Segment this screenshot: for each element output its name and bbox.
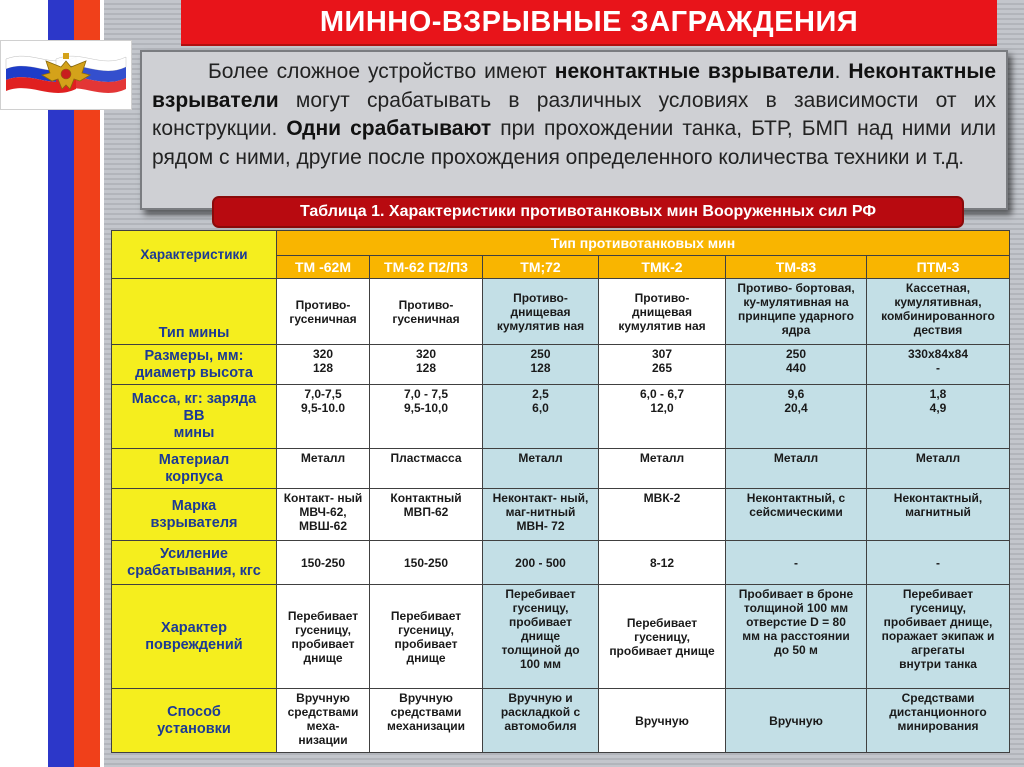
table-corner-header: Характеристики <box>112 231 277 279</box>
table-cell: 330х84х84 - <box>867 345 1010 385</box>
table-cell: Перебивает гусеницу, пробивает днище, поражает экипаж и агрегаты внутри танка <box>867 585 1010 689</box>
table-row <box>112 385 1010 449</box>
intro-textbox <box>140 50 1008 210</box>
table-cell: Металл <box>867 449 1010 489</box>
table-cell: Контакт- ный МВЧ-62, МВШ-62 <box>277 489 370 541</box>
table-cell: Металл <box>726 449 867 489</box>
row-header: Материал корпуса <box>112 449 277 489</box>
table-cell: Перебивает гусеницу, пробивает днище толщиной до 100 мм <box>483 585 599 689</box>
table-cell: Вручную и раскладкой с автомобиля <box>483 689 599 753</box>
table-cell: Кассетная, кумулятивная, комбинированного дествия <box>867 279 1010 345</box>
table-cell: 307 265 <box>599 345 726 385</box>
table-cell: 8-12 <box>599 541 726 585</box>
column-header: ТМ -62М <box>277 256 370 279</box>
intro-text-3: могут срабатывать в различных условиях в зависимости от их конструкции. <box>152 88 996 140</box>
row-header: Усиление срабатывания, кгс <box>112 541 277 585</box>
intro-bold-3: Одни срабатывают <box>286 117 492 140</box>
table-cell: Вручную <box>726 689 867 753</box>
intro-bold-2: Неконтактные взрыватели <box>152 60 997 112</box>
table-row <box>112 279 1010 345</box>
table-cell: Металл <box>483 449 599 489</box>
table-cell: Металл <box>599 449 726 489</box>
table-cell: Противо- гусеничная <box>277 279 370 345</box>
table-cell: Неконтакт- ный, маг-нитный МВН- 72 <box>483 489 599 541</box>
table-cell: 1,8 4,9 <box>867 385 1010 449</box>
table-cell: 320 128 <box>277 345 370 385</box>
table-cell: Контактный МВП-62 <box>370 489 483 541</box>
table-cell: Перебивает гусеницу, пробивает днище <box>370 585 483 689</box>
table-cell: Пластмасса <box>370 449 483 489</box>
flag-stripe-white <box>0 0 48 767</box>
column-header: ТМК-2 <box>599 256 726 279</box>
table-row <box>112 541 1010 585</box>
table-caption <box>212 196 964 228</box>
row-header: Способ установки <box>112 689 277 753</box>
page-title: МИННО-ВЗРЫВНЫЕ ЗАГРАЖДЕНИЯ <box>319 5 859 38</box>
table-cell: Вручную средствами меха- низации <box>277 689 370 753</box>
table-cell: 9,6 20,4 <box>726 385 867 449</box>
table-row <box>112 449 1010 489</box>
emblem-logo <box>0 40 132 110</box>
column-header: ТМ-83 <box>726 256 867 279</box>
table-row <box>112 489 1010 541</box>
table-cell: Противо- бортовая, ку-мулятивная на принципе ударного ядра <box>726 279 867 345</box>
table-cell: 2,5 6,0 <box>483 385 599 449</box>
flag-stripe-red <box>74 0 100 767</box>
table-caption-text: Таблица 1. Характеристики противотанковых мин Вооруженных сил РФ <box>299 203 877 220</box>
table-cell: 250 128 <box>483 345 599 385</box>
flag-stripe-blue <box>48 0 74 767</box>
table-cell: Средствами дистанционного минирования <box>867 689 1010 753</box>
mines-table <box>111 230 1010 753</box>
intro-text-4: при прохождении танка, БТР, БМП над ними или рядом с ними, другие после прохождения определенного количества техники и т.д. <box>152 117 996 169</box>
row-header: Тип мины <box>112 279 277 345</box>
table-cell: 320 128 <box>370 345 483 385</box>
table-cell: Неконтактный, магнитный <box>867 489 1010 541</box>
table-cell: Противо- днищевая кумулятив ная <box>483 279 599 345</box>
row-header: Масса, кг: заряда ВВ мины <box>112 385 277 449</box>
table-row <box>112 345 1010 385</box>
eagle-emblem-icon <box>1 41 131 109</box>
table-cell: Неконтактный, с сейсмическими <box>726 489 867 541</box>
table-cell: 7,0 - 7,5 9,5-10,0 <box>370 385 483 449</box>
row-header: Размеры, мм: диаметр высота <box>112 345 277 385</box>
table-cell: 6,0 - 6,7 12,0 <box>599 385 726 449</box>
table-cell: МВК-2 <box>599 489 726 541</box>
intro-text-2: . <box>834 60 849 83</box>
column-header: ТМ-62 П2/П3 <box>370 256 483 279</box>
table-cell: 150-250 <box>277 541 370 585</box>
table-cell: Вручную <box>599 689 726 753</box>
table-cell: 7,0-7,5 9,5-10.0 <box>277 385 370 449</box>
table-cell: Вручную средствами механизации <box>370 689 483 753</box>
table-cell: - <box>867 541 1010 585</box>
title-bar <box>181 0 997 46</box>
row-header: Характер повреждений <box>112 585 277 689</box>
table-cell: 150-250 <box>370 541 483 585</box>
intro-paragraph <box>152 58 996 172</box>
table-row <box>112 689 1010 753</box>
table-row <box>112 585 1010 689</box>
table-group-header: Тип противотанковых мин <box>277 231 1010 256</box>
intro-text-1: Более сложное устройство имеют <box>208 60 555 83</box>
table-cell: Перебивает гусеницу, пробивает днище <box>277 585 370 689</box>
table-cell: Пробивает в броне толщиной 100 мм отверстие D = 80 мм на расстоянии до 50 м <box>726 585 867 689</box>
table-cell: Перебивает гусеницу, пробивает днище <box>599 585 726 689</box>
column-header: ТМ;72 <box>483 256 599 279</box>
row-header: Марка взрывателя <box>112 489 277 541</box>
table-cell: Противо- гусеничная <box>370 279 483 345</box>
intro-bold-1: неконтактные взрыватели <box>554 60 835 83</box>
column-header: ПТМ-3 <box>867 256 1010 279</box>
table-cell: Противо- днищевая кумулятив ная <box>599 279 726 345</box>
table-cell: - <box>726 541 867 585</box>
table-cell: 250 440 <box>726 345 867 385</box>
table-cell: Металл <box>277 449 370 489</box>
table-cell: 200 - 500 <box>483 541 599 585</box>
